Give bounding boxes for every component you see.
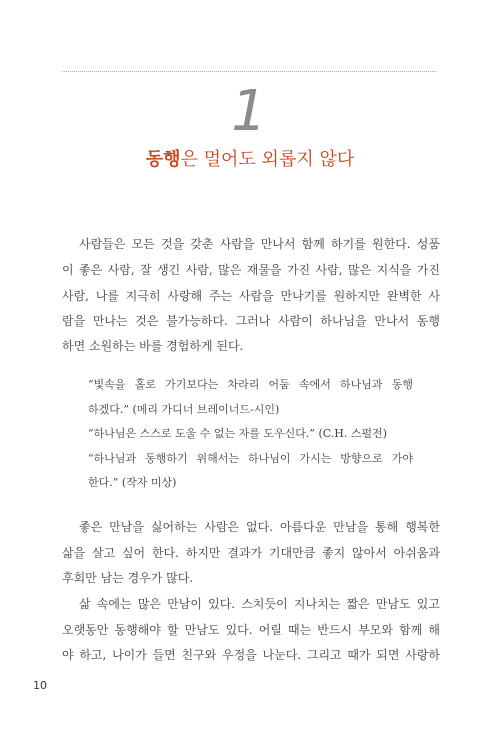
paragraph-2-line-1: 좋은 만남을 싫어하는 사람은 없다. 아름다운 만남을 통해 행복한	[79, 520, 440, 534]
chapter-title-keyword: 동행	[145, 149, 181, 170]
paragraph-1-line-5: 하면 소원하는 바를 경험하게 된다.	[62, 339, 244, 353]
paragraph-3-line-1: 삶 속에는 많은 만남이 있다. 스치듯이 지나치는 짧은 만남도 있고	[79, 597, 440, 611]
quote-3-line-1: “하나님과 동행하기 위해서는 하나님이 가시는 방향으로 가야	[88, 452, 413, 465]
paragraph-1-line-4: 람을 만나는 것은 불가능하다. 그러나 사람이 하나님을 만나서 동행	[62, 314, 440, 328]
paragraph-3-line-3: 야 하고, 나이가 들면 친구와 우정을 나눈다. 그리고 때가 되면 사랑하	[62, 648, 440, 662]
page-number: 10	[33, 679, 47, 692]
chapter-title	[0, 149, 500, 171]
quote-1-line-1: “빛속을 홀로 가기보다는 차라리 어둠 속에서 하나님과 동행	[88, 378, 413, 391]
paragraph-1-line-2: 이 좋은 사람, 잘 생긴 사람, 많은 재물을 가진 사람, 많은 지식을 가진	[62, 263, 440, 277]
quote-2: “하나님은 스스로 도울 수 없는 자를 도우신다.” (C.H. 스펄전)	[88, 427, 388, 440]
paragraph-2-line-3: 후회만 남는 경우가 많다.	[62, 571, 194, 585]
paragraph-1-line-1: 사람들은 모든 것을 갖춘 사람을 만나서 함께 하기를 원한다. 성품	[79, 237, 440, 251]
quote-1-line-2: 하겠다.” (메리 가디너 브레이너드-시인)	[88, 403, 280, 416]
chapter-number: 1	[231, 79, 269, 144]
quote-3-line-2: 한다.” (작자 미상)	[88, 476, 177, 489]
paragraph-3-line-2: 오랫동안 동행해야 할 만남도 있다. 어릴 때는 반드시 부모와 함께 해	[62, 623, 440, 637]
paragraph-2-line-2: 삶을 살고 싶어 한다. 하지만 결과가 기대만큼 좋지 않아서 아쉬움과	[62, 546, 440, 560]
top-dotted-divider	[62, 71, 437, 72]
paragraph-1-line-3: 사람, 나를 지극히 사랑해 주는 사람을 만나기를 원하지만 완벽한 사	[62, 289, 440, 303]
chapter-title-rest: 은 멀어도 외롭지 않다	[180, 149, 355, 170]
